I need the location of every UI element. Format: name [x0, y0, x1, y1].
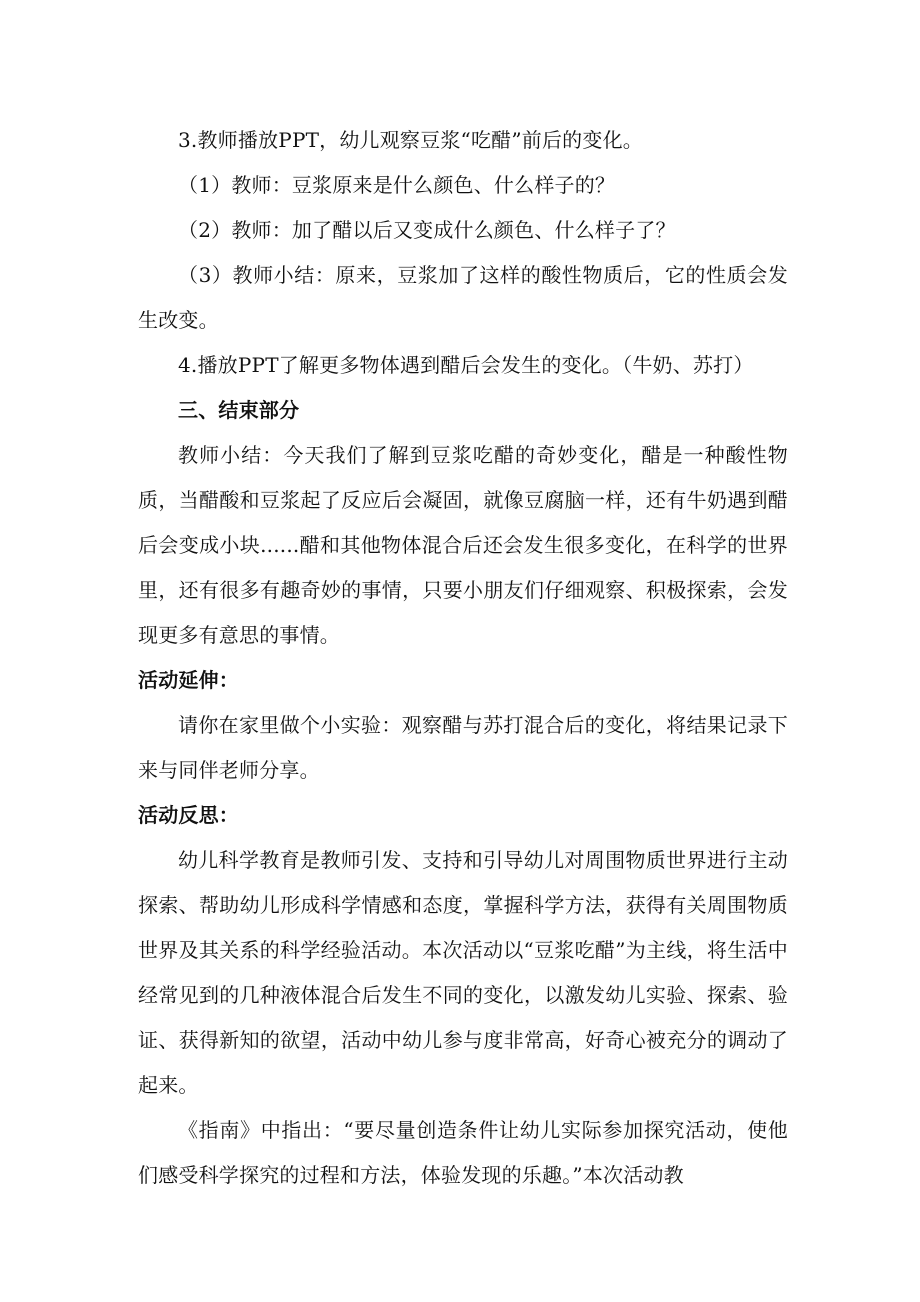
document-body: [138, 118, 788, 1198]
summary-paragraph: （3）教师小结：原来，豆浆加了这样的酸性物质后，它的性质会发生改变。: [138, 263, 788, 332]
activity-reflection-paragraph-1: 幼儿科学教育是教师引发、支持和引导幼儿对周围物质世界进行主动探索、帮助幼儿形成科学情感和态度，掌握科学方法，获得有关周围物质世界及其关系的科学经验活动。本次活动以“豆浆吃醋”为主线，将生活中经常见到的几种液体混合后发生不同的变化，以激发幼儿实验、探索、验证、获得新知的欲望，活动中幼儿参与度非常高，好奇心被充分的调动了起来。: [138, 848, 788, 1097]
teacher-summary-paragraph: 教师小结：今天我们了解到豆浆吃醋的奇妙变化，醋是一种酸性物质，当醋酸和豆浆起了反应后会凝固，就像豆腐脑一样，还有牛奶遇到醋后会变成小块......醋和其他物体混合后还会发生很多变化，在科学的世界里，还有很多有趣奇妙的事情，只要小朋友们仔细观察、积极探索，会发现更多有意思的事情。: [138, 443, 788, 647]
activity-reflection-paragraph-2: 《指南》中指出：“要尽量创造条件让幼儿实际参加探究活动，使他们感受科学探究的过程和方法，体验发现的乐趣。”本次活动教: [138, 1118, 788, 1187]
activity-reflection-heading: 活动反思：: [138, 803, 239, 827]
activity-extension-heading: 活动延伸：: [138, 668, 239, 692]
question-1-paragraph: （1）教师：豆浆原来是什么颜色、什么样子的？: [178, 173, 616, 197]
step-3-paragraph: 3.教师播放PPT，幼儿观察豆浆“吃醋”前后的变化。: [178, 128, 643, 152]
step-4-paragraph: 4.播放PPT了解更多物体遇到醋后会发生的变化。（牛奶、苏打）: [178, 353, 754, 377]
section-3-heading: 三、结束部分: [178, 398, 300, 422]
activity-extension-paragraph: 请你在家里做个小实验：观察醋与苏打混合后的变化，将结果记录下来与同伴老师分享。: [138, 713, 788, 782]
question-2-paragraph: （2）教师：加了醋以后又变成什么颜色、什么样子了？: [178, 218, 676, 242]
